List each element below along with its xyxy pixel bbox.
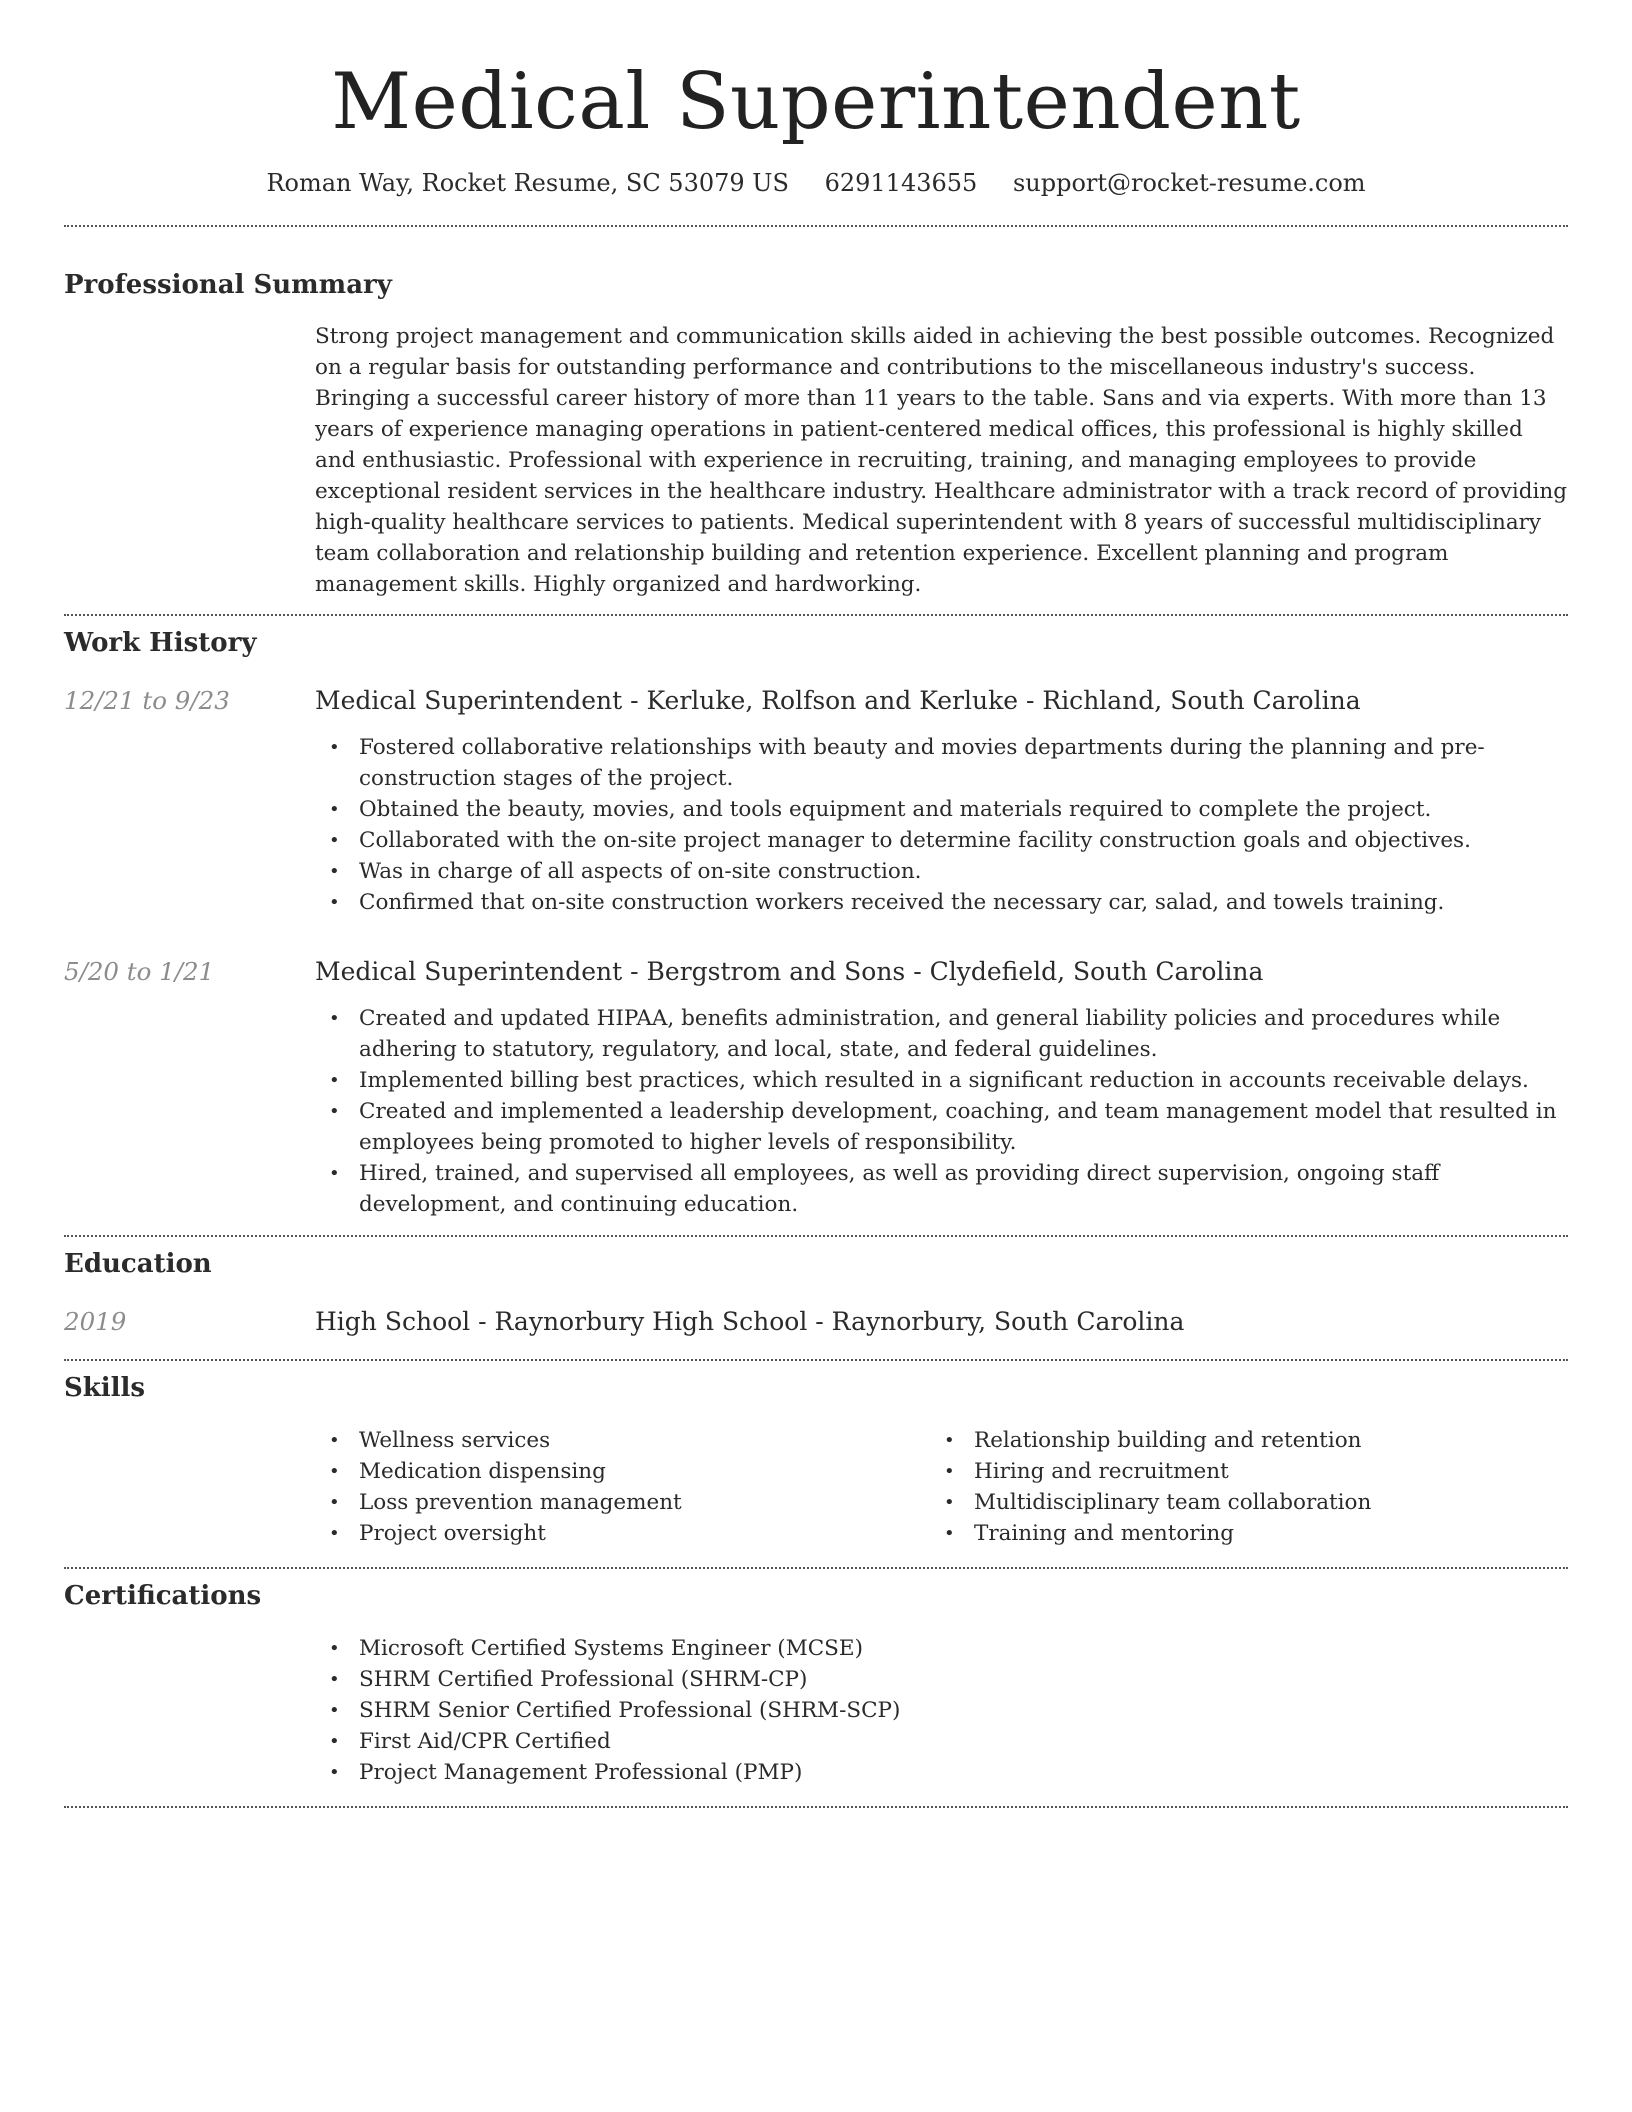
skill-item: • Hiring and recruitment <box>930 1456 1545 1487</box>
certification-item: • Microsoft Certified Systems Engineer (MCSE) <box>315 1633 1568 1664</box>
skills-section <box>64 1371 1568 1549</box>
skill-item: • Medication dispensing <box>315 1456 930 1487</box>
skill-item: • Wellness services <box>315 1425 930 1456</box>
education-entry <box>64 1305 1568 1339</box>
job-dates: 12/21 to 9/23 <box>64 686 230 715</box>
summary-text: Strong project management and communication skills aided in achieving the best possible outcomes. Recognized on a regular basis for outstanding performance and contributions to the miscellaneous industry's success. Bringing a successful career history of more than 11 years to the table. Sans and via experts. With more than 13 years of experience managing operations in patient-centered medical offices, this professional is highly skilled and enthusiastic. Professional with experience in recruiting, training, and managing employees to provide exceptional resident services in the healthcare industry. Healthcare administrator with a track record of providing high-quality healthcare services to patients. Medical superintendent with 8 years of successful multidisciplinary team collaboration and relationship building and retention experience. Excellent planning and program management skills. Highly organized and hardworking. <box>315 324 1568 597</box>
contact-address: Roman Way, Rocket Resume, SC 53079 US <box>266 169 789 197</box>
job-bullets <box>315 732 1568 918</box>
skills-grid <box>315 1425 1568 1549</box>
job-bullets <box>315 1003 1568 1220</box>
contact-email: support@rocket-resume.com <box>1012 169 1366 197</box>
work-history-title: Work History <box>64 628 257 658</box>
job-header <box>64 955 1568 989</box>
certification-item: • First Aid/CPR Certified <box>315 1726 1568 1757</box>
job-header <box>64 684 1568 718</box>
job-title: Medical Superintendent - Bergstrom and Sons - Clydefield, South Carolina <box>315 957 1264 986</box>
work-history-section <box>64 626 1568 1220</box>
skill-item: • Project oversight <box>315 1518 930 1549</box>
header-divider <box>64 225 1568 227</box>
job-bullet: • Obtained the beauty, movies, and tools equipment and materials required to complete the project. <box>315 794 1568 825</box>
skills-column-right <box>930 1425 1545 1549</box>
education-degree: High School - Raynorbury High School - Raynorbury, South Carolina <box>315 1307 1185 1336</box>
skills-column-left <box>315 1425 930 1549</box>
certifications-section <box>64 1579 1568 1788</box>
job-title: Medical Superintendent - Kerluke, Rolfson and Kerluke - Richland, South Carolina <box>315 686 1361 715</box>
job-bullet: • Fostered collaborative relationships with beauty and movies departments during the planning and pre-construction stages of the project. <box>315 732 1568 794</box>
job-bullet: • Was in charge of all aspects of on-site construction. <box>315 856 1568 887</box>
job-bullet: • Confirmed that on-site construction workers received the necessary car, salad, and towels training. <box>315 887 1568 918</box>
work-divider <box>64 1235 1568 1237</box>
contact-phone: 6291143655 <box>824 169 978 197</box>
certification-item: • SHRM Senior Certified Professional (SHRM-SCP) <box>315 1695 1568 1726</box>
summary-title: Professional Summary <box>64 270 392 300</box>
skills-divider <box>64 1567 1568 1569</box>
job-bullet: • Hired, trained, and supervised all employees, as well as providing direct supervision, ongoing staff development, and continuing education. <box>315 1158 1568 1220</box>
skill-item: • Training and mentoring <box>930 1518 1545 1549</box>
summary-section <box>64 268 1568 600</box>
certification-item: • Project Management Professional (PMP) <box>315 1757 1568 1788</box>
job-entry <box>64 684 1568 918</box>
education-section <box>64 1247 1568 1339</box>
skill-item: • Multidisciplinary team collaboration <box>930 1487 1545 1518</box>
certification-item: • SHRM Certified Professional (SHRM-CP) <box>315 1664 1568 1695</box>
job-bullet: • Collaborated with the on-site project manager to determine facility construction goals and objectives. <box>315 825 1568 856</box>
education-divider <box>64 1359 1568 1361</box>
education-date: 2019 <box>64 1307 127 1336</box>
candidate-name: Medical Superintendent <box>331 57 1301 147</box>
contact-line <box>64 166 1568 200</box>
job-bullet: • Created and updated HIPAA, benefits administration, and general liability policies and procedures while adhering to statutory, regulatory, and local, state, and federal guidelines. <box>315 1003 1568 1065</box>
certifications-list <box>315 1633 1568 1788</box>
job-bullet: • Created and implemented a leadership development, coaching, and team management model that resulted in employees being promoted to higher levels of responsibility. <box>315 1096 1568 1158</box>
skill-item: • Loss prevention management <box>315 1487 930 1518</box>
skills-title: Skills <box>64 1373 146 1403</box>
summary-divider <box>64 614 1568 616</box>
certifications-title: Certifications <box>64 1581 262 1611</box>
skill-item: • Relationship building and retention <box>930 1425 1545 1456</box>
job-bullet: • Implemented billing best practices, which resulted in a significant reduction in accounts receivable delays. <box>315 1065 1568 1096</box>
certifications-divider <box>64 1806 1568 1808</box>
job-entry <box>64 955 1568 1220</box>
education-title: Education <box>64 1249 212 1279</box>
job-dates: 5/20 to 1/21 <box>64 957 215 986</box>
